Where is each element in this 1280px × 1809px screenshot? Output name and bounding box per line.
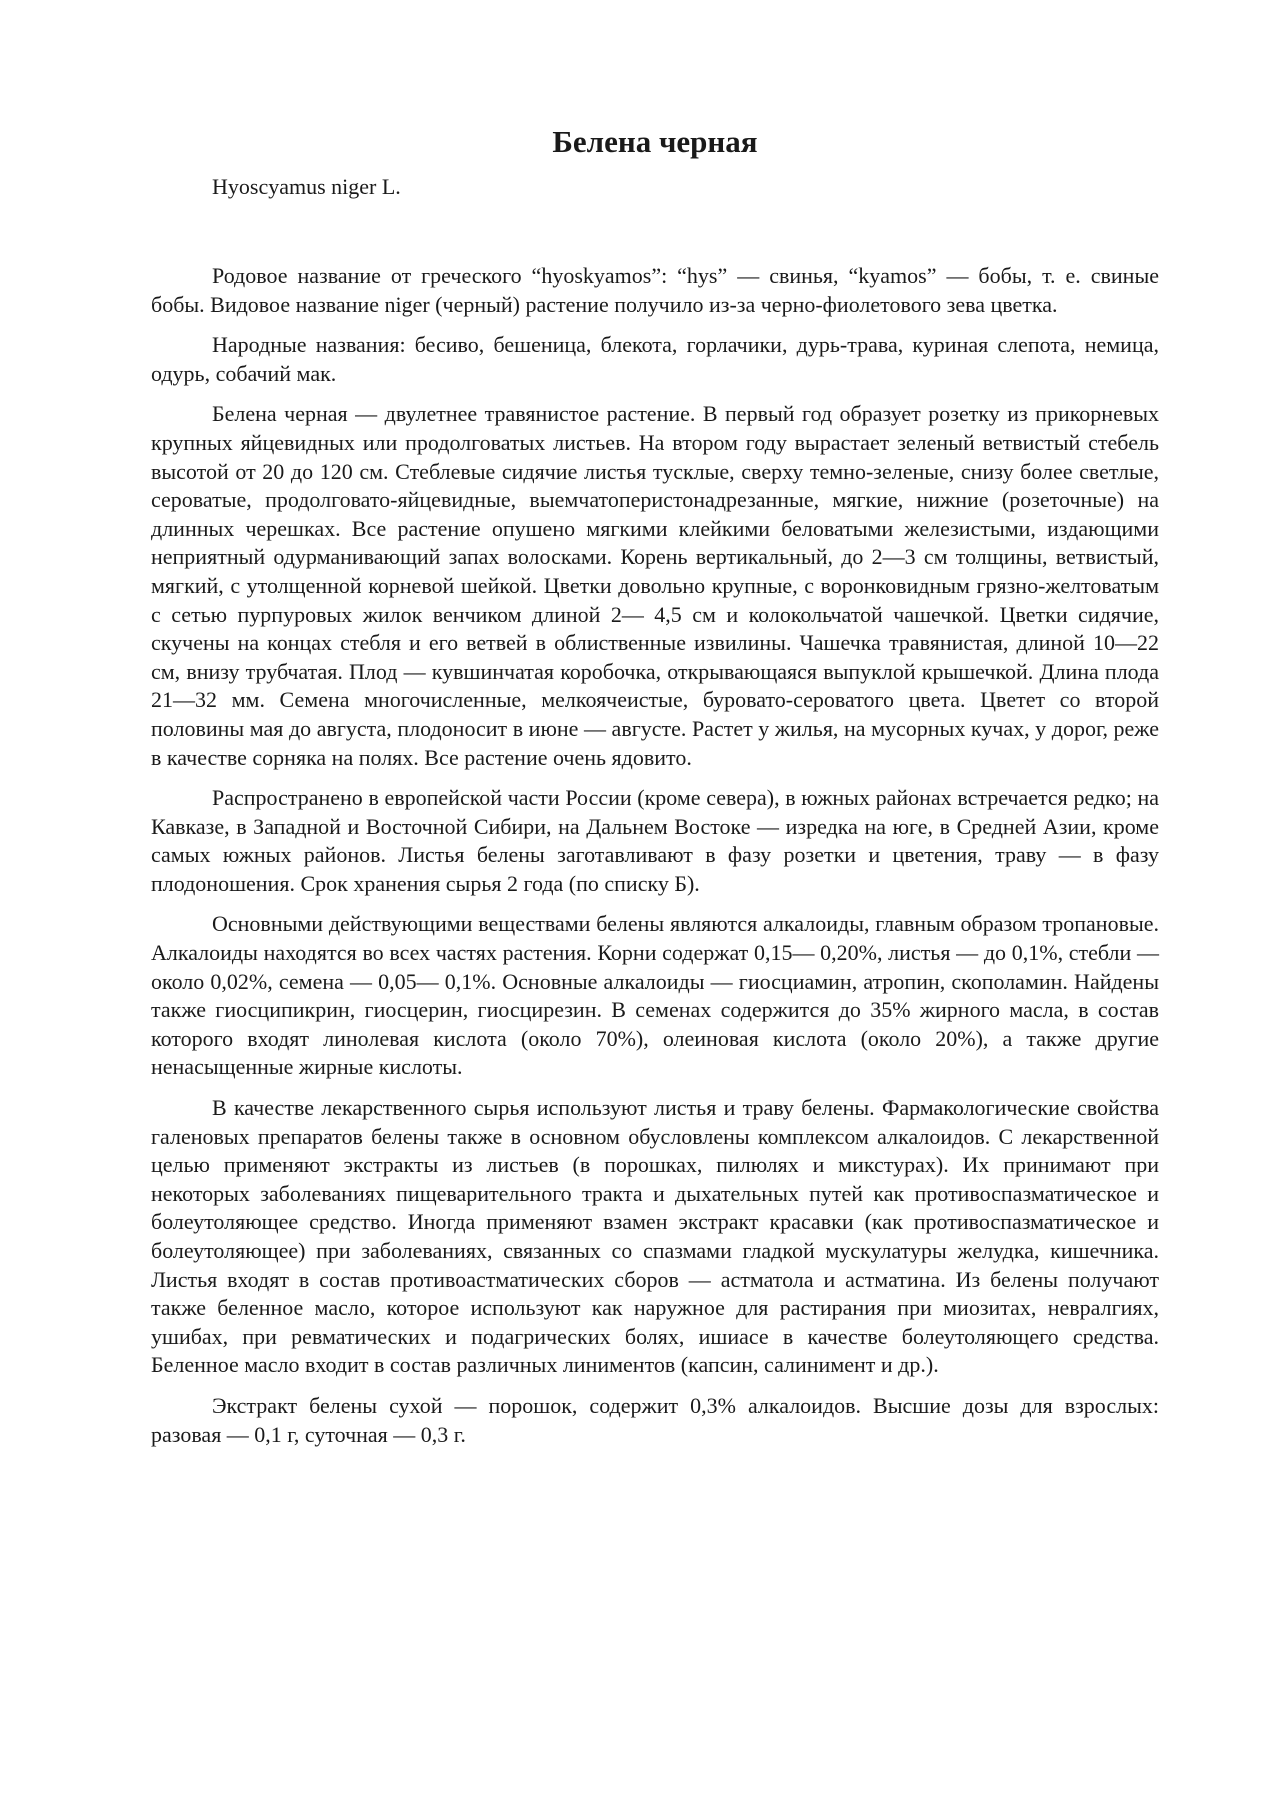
page-title: Белена черная	[552, 124, 758, 159]
paragraph-usage: В качестве лекарственного сырья используют листья и траву белены. Фармакологические свойства галеновых препаратов белены также в основном обусловлены комплексом алкалоидов. С лекарственной целью применяют экстракты из листьев (в порошках, пилюлях и микстурах). Их принимают при некоторых заболеваниях пищеварительного тракта и дыхательных путей как противоспазматическое и болеутоляющее средство. Иногда применяют взамен экстракт красавки (как противоспазматическое и болеутоляющее) при заболеваниях, связанных со спазмами гладкой мускулатуры желудка, кишечника. Листья входят в состав противоастматических сборов — астматола и астматина. Из белены получают также беленное масло, которое используют как наружное для растирания при миозитах, невралгиях, ушибах, при ревматических и подагрических болях, ишиасе в качестве болеутоляющего средства. Беленное масло входит в состав различных линиментов (капсин, салинимент и др.).	[151, 1095, 1159, 1378]
document-page	[151, 122, 1159, 1461]
paragraph-chemistry: Основными действующими веществами белены являются алкалоиды, главным образом тропановые. Алкалоиды находятся во всех частях растения. Корни содержат 0,15— 0,20%, листья — до 0,1%, стебли — около 0,02%, семена — 0,05— 0,1%. Основные алкалоиды — гиосциамин, атропин, скополамин. Найдены также гиосципикрин, гиосцерин, гиосцирезин. В семенах содержится до 35% жирного масла, в состав которого входят линолевая кислота (около 70%), олеиновая кислота (около 20%), а также другие ненасыщенные жирные кислоты.	[151, 911, 1159, 1080]
paragraph-folk-names: Народные названия: бесиво, бешеница, блекота, горлачики, дурь-трава, куриная слепота, немица, одурь, собачий мак.	[151, 332, 1159, 386]
paragraph-etymology: Родовое название от греческого “hyoskyamos”: “hys” — свинья, “kyamos” — бобы, т. е. свиные бобы. Видовое название niger (черный) растение получило из-за черно-фиолетового зева цветка.	[151, 263, 1159, 317]
paragraph-description: Белена черная — двулетнее травянистое растение. В первый год образует розетку из прикорневых крупных яйцевидных или продолговатых листьев. На втором году вырастает зеленый ветвистый стебель высотой от 20 до 120 см. Стеблевые сидячие листья тусклые, сверху темно-зеленые, снизу более светлые, сероватые, продолговато-яйцевидные, выемчатоперистонадрезанные, мягкие, нижние (розеточные) на длинных черешках. Все растение опушено мягкими клейкими беловатыми железистыми, издающими неприятный одурманивающий запах волосками. Корень вертикальный, до 2—3 см толщины, ветвистый, мягкий, с утолщенной корневой шейкой. Цветки довольно крупные, с воронковидным грязно-желтоватым с сетью пурпуровых жилок венчиком длиной 2— 4,5 см и колокольчатой чашечкой. Цветки сидячие, скучены на концах стебля и его ветвей в облиственные извилины. Чашечка травянистая, длиной 10—22 см, внизу трубчатая. Плод — кувшинчатая коробочка, открывающаяся выпуклой крышечкой. Длина плода 21—32 мм. Семена многочисленные, мелкоячеистые, буровато-сероватого цвета. Цветет со второй половины мая до августа, плодоносит в июне — августе. Растет у жилья, на мусорных кучах, у дорог, реже в качестве сорняка на полях. Все растение очень ядовито.	[151, 401, 1159, 770]
latin-name: Hyoscyamus niger L.	[212, 174, 401, 199]
paragraph-distribution: Распространено в европейской части России (кроме севера), в южных районах встречается редко; на Кавказе, в Западной и Восточной Сибири, на Дальнем Востоке — изредка на юге, в Средней Азии, кроме самых южных районов. Листья белены заготавливают в фазу розетки и цветения, траву — в фазу плодоношения. Срок хранения сырья 2 года (по списку Б).	[151, 785, 1159, 896]
paragraph-dosage: Экстракт белены сухой — порошок, содержит 0,3% алкалоидов. Высшие дозы для взрослых: разовая — 0,1 г, суточная — 0,3 г.	[151, 1392, 1159, 1447]
